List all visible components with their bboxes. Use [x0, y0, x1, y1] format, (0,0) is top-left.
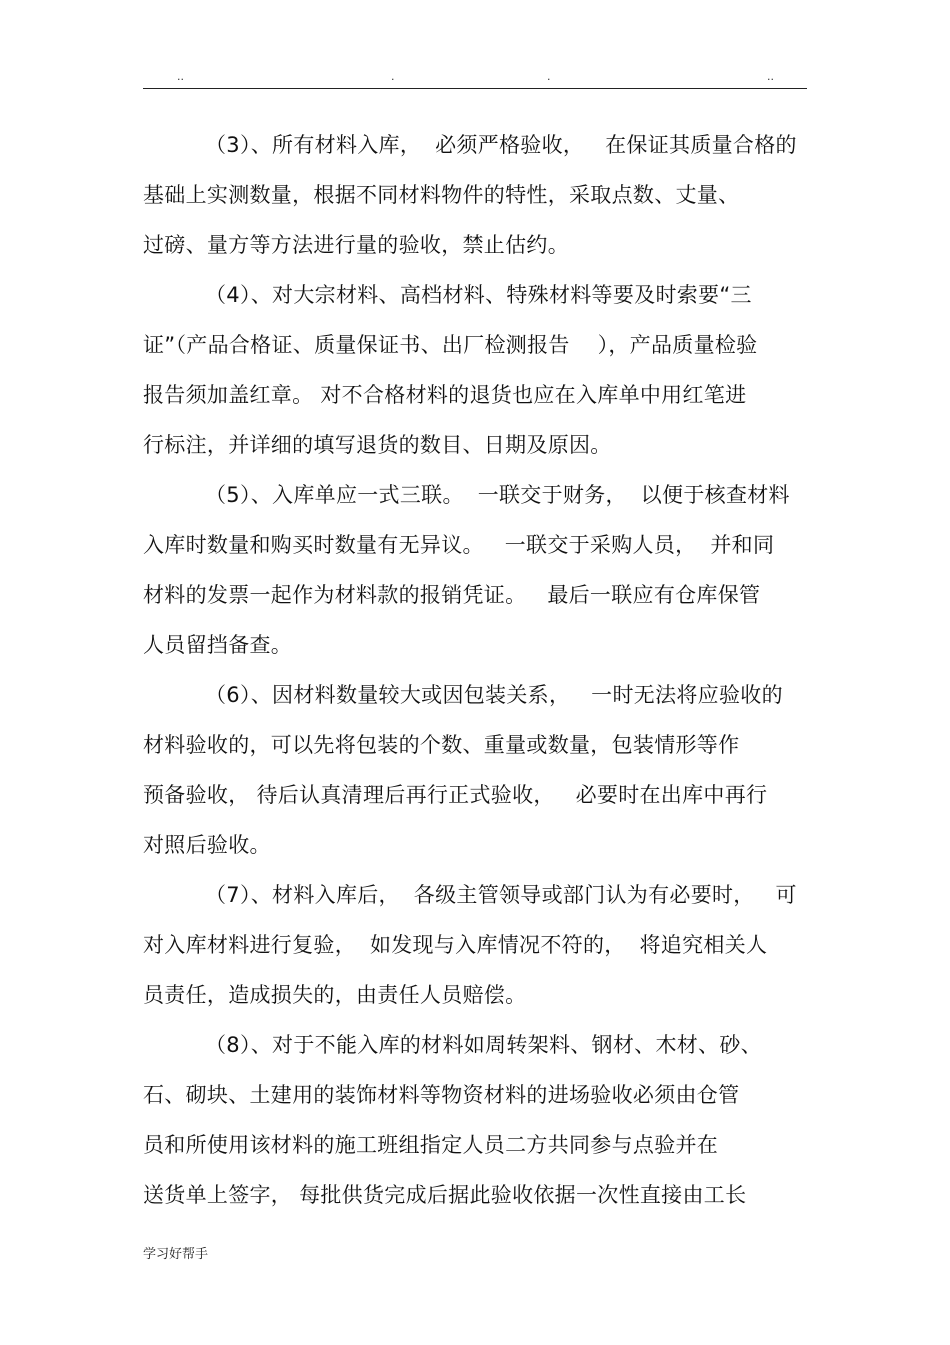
text-line: 对入库材料进行复验， 如发现与入库情况不符的， 将追究相关人: [143, 933, 768, 957]
text-line: 证”（产品合格证、质量保证书、出厂检测报告 ），产品质量检验: [143, 333, 758, 357]
text-line: 员和所使用该材料的施工班组指定人员二方共同参与点验并在: [143, 1133, 719, 1157]
text-line: 送货单上签字， 每批供货完成后据此验收依据一次性直接由工长: [143, 1183, 747, 1207]
document-body: [143, 120, 807, 1220]
header-mark: .: [547, 70, 551, 83]
footer-text: 学习好帮手: [143, 1247, 209, 1262]
text-line: （8）、对于不能入库的材料如周转架料、钢材、木材、砂、: [205, 1033, 762, 1057]
text-line: 人员留挡备查。: [143, 633, 293, 657]
text-line: 报告须加盖红章。 对不合格材料的退货也应在入库单中用红笔进: [143, 383, 747, 407]
text-line: 过磅、量方等方法进行量的验收，禁止估约。: [143, 233, 569, 257]
header-mark: .: [391, 70, 395, 83]
text-line: 基础上实测数量，根据不同材料物件的特性，采取点数、丈量、: [143, 183, 740, 207]
text-line: （5）、入库单应一式三联。 一联交于财务， 以便于核查材料: [205, 483, 790, 507]
text-line: 材料验收的，可以先将包装的个数、重量或数量，包装情形等作: [143, 733, 740, 757]
text-line: 入库时数量和购买时数量有无异议。 一联交于采购人员， 并和同: [143, 533, 775, 557]
text-line: （4）、对大宗材料、高档材料、特殊材料等要及时索要“三: [205, 283, 752, 307]
text-line: 行标注，并详细的填写退货的数目、日期及原因。: [143, 433, 612, 457]
text-line: 员责任，造成损失的，由责任人员赔偿。: [143, 983, 527, 1007]
text-line: 预备验收， 待后认真清理后再行正式验收， 必要时在出库中再行: [143, 783, 768, 807]
text-line: （3）、所有材料入库， 必须严格验收， 在保证其质量合格的: [205, 133, 797, 157]
text-line: 对照后验收。: [143, 833, 271, 857]
text-line: （6）、因材料数量较大或因包装关系， 一时无法将应验收的: [205, 683, 783, 707]
header-rule: [143, 88, 807, 89]
header-mark: ..: [177, 70, 184, 83]
text-line: （7）、材料入库后， 各级主管领导或部门认为有必要时， 可: [205, 883, 797, 907]
text-line: 石、砌块、土建用的装饰材料等物资材料的进场验收必须由仓管: [143, 1083, 740, 1107]
header-marks: [143, 70, 807, 84]
header-mark: ..: [767, 70, 774, 83]
text-line: 材料的发票一起作为材料款的报销凭证。 最后一联应有仓库保管: [143, 583, 761, 607]
